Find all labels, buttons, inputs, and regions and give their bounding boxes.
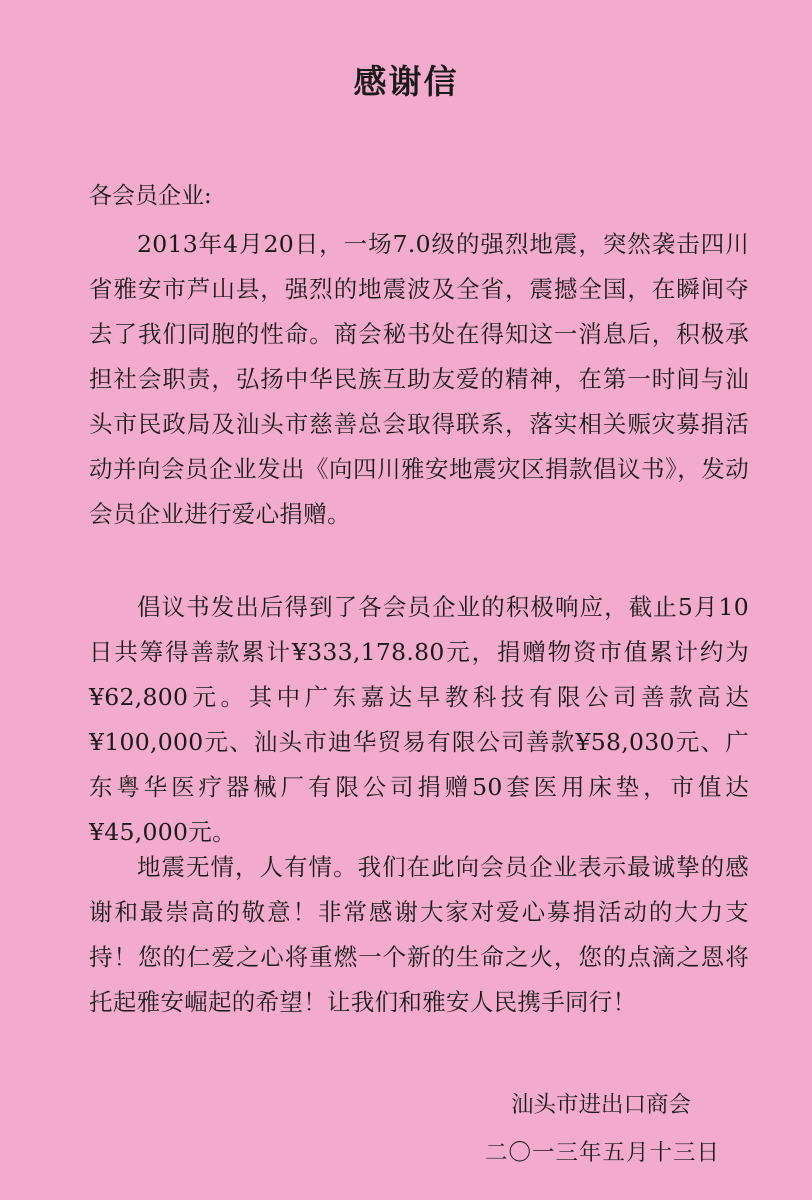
signature-organization: 汕头市进出口商会	[510, 1092, 691, 1118]
signature-date: 二〇一三年五月十三日	[484, 1140, 720, 1166]
letter-title: 感谢信	[353, 62, 459, 101]
salutation: 各会员企业:	[89, 183, 212, 209]
body-paragraph-1: 2013年4月20日，一场7.0级的强烈地震，突然袭击四川省雅安市芦山县，强烈的地震波及全省，震撼全国，在瞬间夺去了我们同胞的性命。商会秘书处在得知这一消息后，积极承担社会职责，弘扬中华民族互助友爱的精神，在第一时间与汕头市民政局及汕头市慈善总会取得联系，落实相关赈灾募捐活动并向会员企业发出《向四川雅安地震灾区捐款倡议书》，发动会员企业进行爱心捐赠。	[89, 230, 749, 528]
body-paragraph-2: 倡议书发出后得到了各会员企业的积极响应，截止5月10日共筹得善款累计¥333,178.80元，捐赠物资市值累计约为¥62,800元。其中广东嘉达早教科技有限公司善款高达¥100,000元、汕头市迪华贸易有限公司善款¥58,030元、广东粤华医疗器械厂有限公司捐赠50套医用床垫，市值达¥45,000元。	[89, 593, 749, 846]
body-paragraph-3: 地震无情，人有情。我们在此向会员企业表示最诚挚的感谢和最崇高的敬意！非常感谢大家对爱心募捐活动的大力支持！您的仁爱之心将重燃一个新的生命之火，您的点滴之恩将托起雅安崛起的希望！让我们和雅安人民携手同行！	[89, 853, 749, 1016]
